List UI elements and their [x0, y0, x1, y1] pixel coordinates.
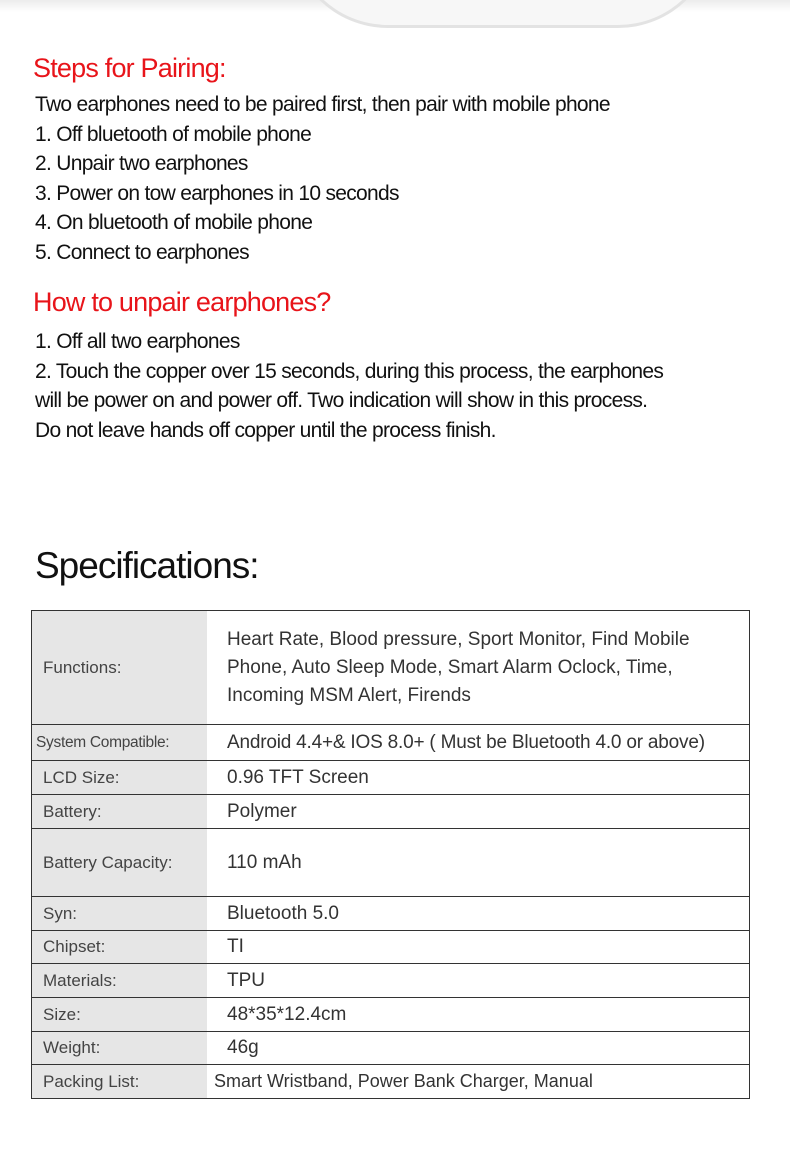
image-arc — [290, 0, 716, 28]
product-image-fragment — [0, 0, 790, 40]
spec-value: TPU — [207, 964, 750, 998]
pairing-step: 3. Power on tow earphones in 10 seconds — [35, 181, 399, 205]
pairing-step: 5. Connect to earphones — [35, 240, 249, 264]
spec-value: 110 mAh — [207, 829, 750, 897]
spec-value: 0.96 TFT Screen — [207, 761, 750, 795]
spec-row-functions — [32, 611, 750, 725]
spec-row-syn — [32, 897, 750, 931]
spec-label: System Compatible: — [32, 725, 208, 761]
spec-row-weight — [32, 1032, 750, 1065]
spec-row-materials — [32, 964, 750, 998]
spec-label: Battery Capacity: — [32, 829, 208, 897]
spec-value: Heart Rate, Blood pressure, Sport Monitor, Find Mobile Phone, Auto Sleep Mode, Smart Alarm Oclock, Time, Incoming MSM Alert, Firends — [207, 611, 750, 725]
pairing-step: Two earphones need to be paired first, then pair with mobile phone — [35, 93, 610, 116]
spec-row-lcd-size — [32, 761, 750, 795]
spec-value: TI — [207, 931, 750, 964]
spec-label: Size: — [32, 998, 208, 1032]
unpair-step: will be power on and power off. Two indication will show in this process. — [35, 389, 648, 412]
pairing-step: 1. Off bluetooth of mobile phone — [35, 122, 312, 146]
specifications-table — [31, 610, 750, 1099]
pairing-step: 2. Unpair two earphones — [35, 152, 248, 175]
spec-label: Chipset: — [32, 931, 208, 964]
spec-row-size — [32, 998, 750, 1032]
unpair-step: Do not leave hands off copper until the process finish. — [35, 418, 496, 442]
spec-value: Smart Wristband, Power Bank Charger, Manual — [207, 1065, 750, 1099]
pairing-steps — [35, 90, 610, 267]
spec-label: LCD Size: — [32, 761, 208, 795]
unpair-step: 1. Off all two earphones — [35, 330, 240, 353]
specifications-title: Specifications: — [35, 545, 259, 586]
spec-label: Functions: — [32, 611, 208, 725]
spec-row-system-compatible — [32, 725, 750, 761]
spec-label: Packing List: — [32, 1065, 208, 1099]
spec-label: Weight: — [32, 1032, 208, 1065]
spec-label: Materials: — [32, 964, 208, 998]
spec-row-packing-list — [32, 1065, 750, 1099]
unpair-heading: How to unpair earphones? — [33, 287, 331, 317]
spec-value: Android 4.4+& IOS 8.0+ ( Must be Bluetooth 4.0 or above) — [207, 725, 750, 761]
spec-value: 48*35*12.4cm — [207, 998, 750, 1032]
spec-label: Battery: — [32, 795, 208, 829]
spec-value: Polymer — [207, 795, 750, 829]
spec-row-chipset — [32, 931, 750, 964]
spec-row-battery-capacity — [32, 829, 750, 897]
spec-label: Syn: — [32, 897, 208, 931]
spec-value: 46g — [207, 1032, 750, 1065]
spec-value: Bluetooth 5.0 — [207, 897, 750, 931]
unpair-step: 2. Touch the copper over 15 seconds, during this process, the earphones — [35, 359, 664, 383]
pairing-step: 4. On bluetooth of mobile phone — [35, 211, 313, 234]
spec-row-battery — [32, 795, 750, 829]
unpair-steps — [35, 327, 663, 445]
pairing-heading: Steps for Pairing: — [33, 53, 226, 83]
